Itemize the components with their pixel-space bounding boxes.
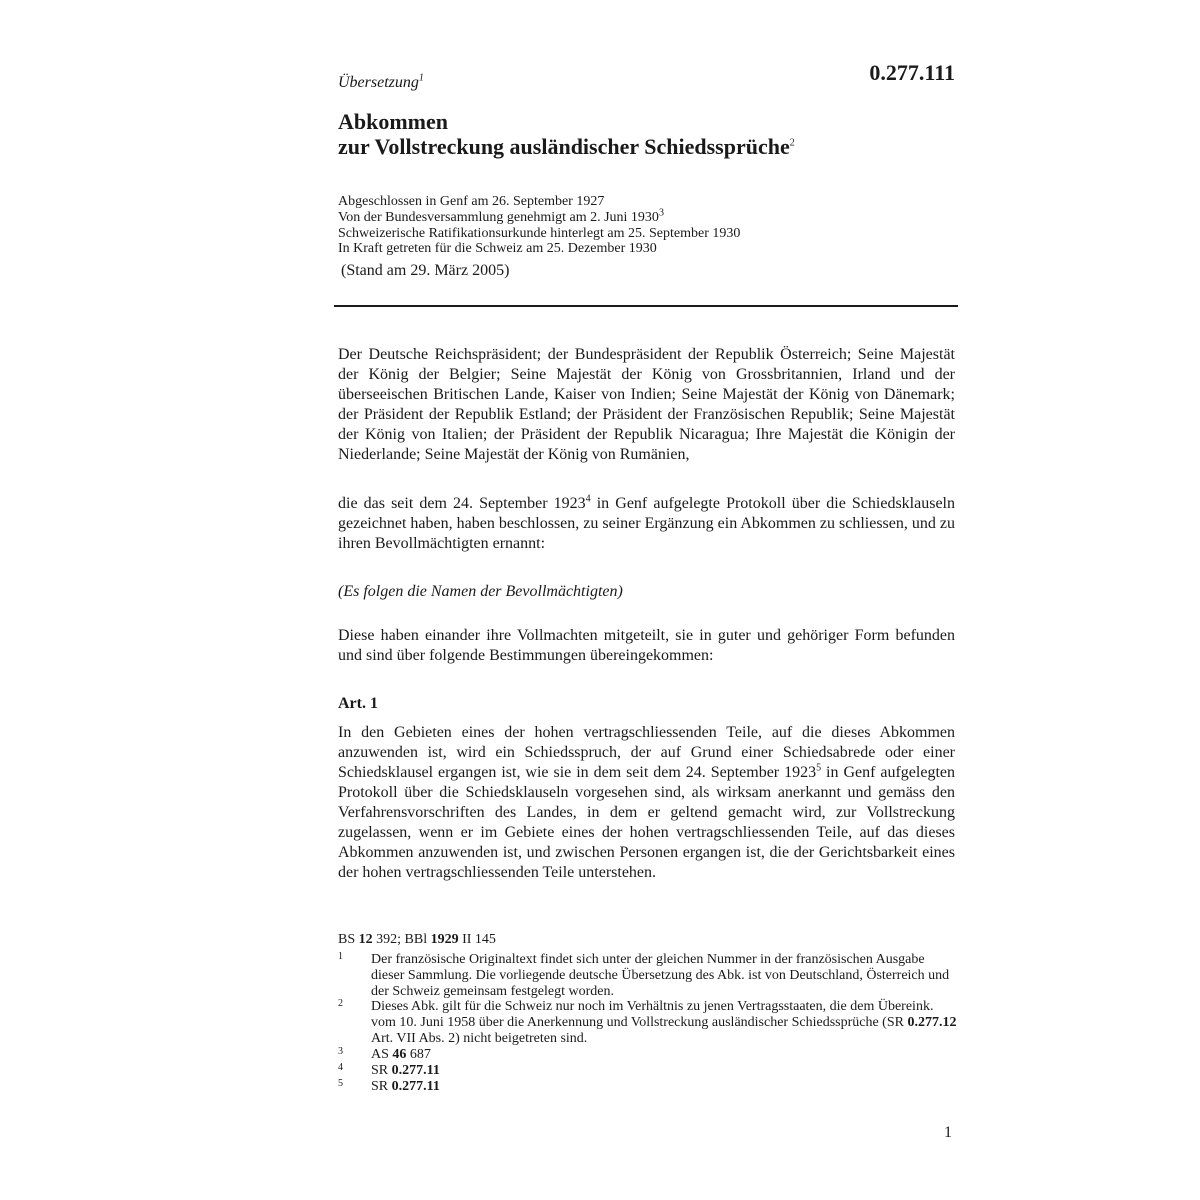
footnote-4-text [371,1063,958,1079]
footnote-ref-1[interactable]: 1 [418,72,424,84]
preamble-resolution [338,494,955,554]
preamble-resolution-text-1: die das seit dem 24. September 1923 [338,495,586,512]
agreement-statement: Diese haben einander ihre Vollmachten mitgeteilt, sie in guter und gehöriger Form befunden und sind über folgende Bestimmungen übereingekommen: [338,627,955,664]
footnote-5-prefix: SR [371,1079,392,1094]
source-bs-volume: 12 [358,932,373,947]
article-1-text [338,723,955,883]
meta-in-force: In Kraft getreten für die Schweiz am 25. Dezember 1930 [338,241,657,257]
meta-ratification: Schweizerische Ratifikationsurkunde hinterlegt am 25. September 1930 [338,225,741,241]
footnote-1-text: Der französische Originaltext findet sich unter der gleichen Nummer in der französischen Ausgabe dieser Sammlung. Die vorliegende deutsche Übersetzung des Abk. ist von Deutschland, Österreich und der Schweiz gemeinsam festgelegt worden. [371,952,950,999]
footnote-5-text [371,1079,958,1095]
title-line-2-text: zur Vollstreckung ausländischer Schiedssprüche [338,134,790,159]
footnote-3 [338,1047,958,1063]
preamble-resolution-text-2: in Genf aufgelegte Protokoll über die Schiedsklauseln gezeichnet haben, haben beschlossen, zu seiner Ergänzung ein Abkommen zu schliessen, und zu ihren Bevollmächtigten ernannt: [338,495,956,552]
footnote-5 [338,1079,958,1095]
preamble-parties: Der Deutsche Reichspräsident; der Bundespräsident der Republik Österreich; Seine Majestät der König der Belgier; Seine Majestät der König von Grossbritannien, Irland und der überseeischen Britischen Lande, Kaiser von Indien; Seine Majestät der König von Dänemark; der Präsident der Republik Estland; der Präsident der Französischen Republik; Seine Majestät der König von Italien; der Präsident der Republik Nicaragua; Ihre Majestät die Königin der Niederlande; Seine Majestät der König von Rumänien, [338,346,955,463]
document-metadata [338,194,958,281]
translation-text: Übersetzung [338,74,419,91]
article-1-heading: Art. 1 [338,695,378,712]
footnote-2-text-2: Art. VII Abs. 2) nicht beigetreten sind. [371,1030,588,1046]
meta-approved [338,207,958,226]
footnote-ref-2[interactable]: 2 [789,137,795,149]
plenipotentiaries-note: (Es folgen die Namen der Bevollmächtigten) [338,583,623,600]
header-divider [334,305,958,307]
footnote-1 [338,952,958,999]
document-title [338,109,958,159]
footnote-ref-5[interactable]: 5 [816,762,822,774]
footnote-4-prefix: SR [371,1063,392,1078]
sr-number: 0.277.111 [869,60,955,85]
footnote-5-number: 5 [338,1078,343,1089]
meta-concluded: Abgeschlossen in Genf am 26. September 1927 [338,194,605,209]
footnote-3-volume: 46 [392,1047,407,1062]
source-bbl-rest: II 145 [458,932,496,947]
meta-approved-text: Von der Bundesversammlung genehmigt am 2. Juni 1930 [338,209,659,225]
page-number: 1 [944,1124,952,1141]
footnote-5-sr-link[interactable]: 0.277.11 [391,1079,440,1094]
article-1-text-2: in Genf aufgelegten Protokoll über die Schiedsklauseln vorgesehen sind, als wirksam anerkannt und gemäss den Verfahrensvorschriften des Landes, in dem er geltend gemacht wird, zur Vollstreckung zugelassen, wenn er im Gebiete eines der hohen vertragschliessenden Teile, auf das dieses Abkommen anzuwenden ist, und zwischen Personen ergangen ist, die der Gerichtsbarkeit eines der hohen vertragschliessenden Teile unterstehen. [338,764,956,881]
source-reference [338,932,496,948]
footnote-4 [338,1063,958,1079]
footnote-3-number: 3 [338,1046,343,1057]
source-bs-label: BS [338,932,359,947]
footnote-2-number: 2 [338,998,343,1009]
footnote-3-prefix: AS [371,1047,393,1062]
title-line-2 [338,134,958,159]
footnote-2-text [371,999,958,1046]
footnote-ref-4[interactable]: 4 [585,493,591,505]
footnote-2-sr-link[interactable]: 0.277.12 [907,1014,957,1030]
meta-status: (Stand am 29. März 2005) [341,262,510,280]
footnote-4-number: 4 [338,1062,343,1073]
footnote-ref-3[interactable]: 3 [658,207,664,219]
footnote-3-text [371,1047,958,1063]
footnote-3-page: 687 [406,1047,431,1062]
article-1-text-1: In den Gebieten eines der hohen vertragschliessenden Teile, auf die dieses Abkommen anzuwenden ist, wird ein Schiedsspruch, der auf Grund einer Schiedsabrede oder einer Schiedsklausel ergangen ist, wie sie in dem seit dem 24. September 1923 [338,724,955,781]
footnote-1-number: 1 [338,951,343,962]
translation-label [338,74,424,92]
title-line-1: Abkommen [338,109,449,134]
footnote-2-text-1: Dieses Abk. gilt für die Schweiz nur noch im Verhältnis zu jenen Vertragsstaaten, die dem Übereink. vom 10. Juni 1958 über die Anerkennung und Vollstreckung ausländischer Schiedssprüche (SR [371,999,934,1030]
source-bbl-year: 1929 [430,932,459,947]
source-bs-page: 392; BBl [372,932,431,947]
footnote-4-sr-link[interactable]: 0.277.11 [391,1063,440,1078]
footnote-2 [338,999,958,1046]
